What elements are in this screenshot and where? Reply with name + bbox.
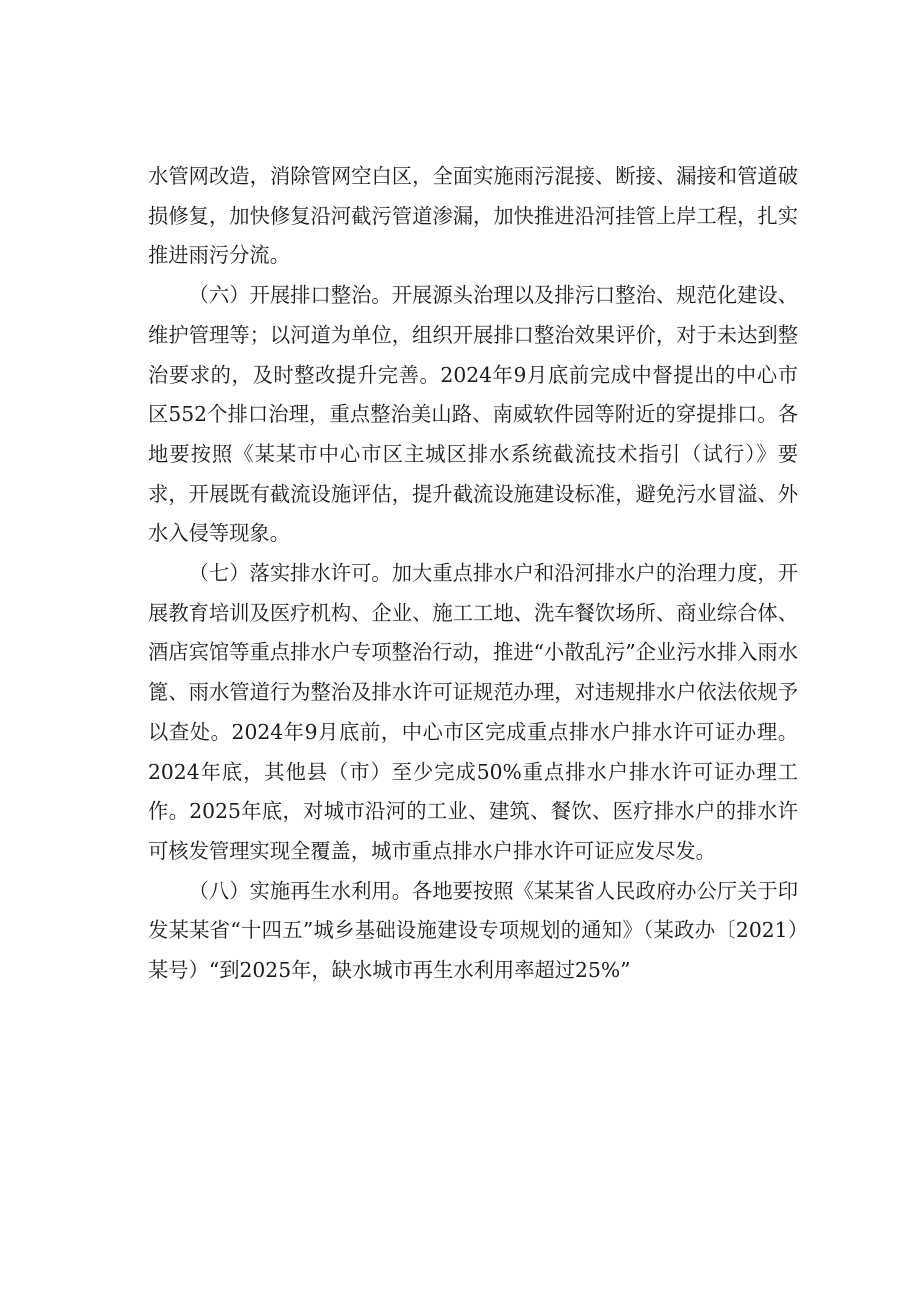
document-body	[148, 157, 798, 991]
paragraph-drainage-permit: （七）落实排水许可。加大重点排水户和沿河排水户的治理力度，开展教育培训及医疗机构、企业、施工工地、洗车餐饮场所、商业综合体、酒店宾馆等重点排水户专项整治行动，推进“小散乱污”企业污水排入雨水篦、雨水管道行为整治及排水许可证规范办理，对违规排水户依法依规予以查处。2024年9月底前，中心市区完成重点排水户排水许可证办理。2024年底，其他县（市）至少完成50%重点排水户排水许可证办理工作。2025年底，对城市沿河的工业、建筑、餐饮、医疗排水户的排水许可核发管理实现全覆盖，城市重点排水户排水许可证应发尽发。	[148, 561, 798, 863]
paragraph-continuation: 水管网改造，消除管网空白区，全面实施雨污混接、断接、漏接和管道破损修复，加快修复沿河截污管道渗漏，加快推进沿河挂管上岸工程，扎实推进雨污分流。	[148, 164, 798, 268]
paragraph-outfall-rectification: （六）开展排口整治。开展源头治理以及排污口整治、规范化建设、维护管理等；以河道为单位，组织开展排口整治效果评价，对于未达到整治要求的，及时整改提升完善。2024年9月底前完成中督提出的中心市区552个排口治理，重点整治美山路、南威软件园等附近的穿提排口。各地要按照《某某市中心市区主城区排水系统截流技术指引（试行）》要求，开展既有截流设施评估，提升截流设施建设标准，避免污水冒溢、外水入侵等现象。	[148, 283, 798, 546]
paragraph-reclaimed-water: （八）实施再生水利用。各地要按照《某某省人民政府办公厅关于印发某某省“十四五”城乡基础设施建设专项规划的通知》（某政办〔2021）某号）“到2025年，缺水城市再生水利用率超过25%”	[148, 878, 798, 983]
